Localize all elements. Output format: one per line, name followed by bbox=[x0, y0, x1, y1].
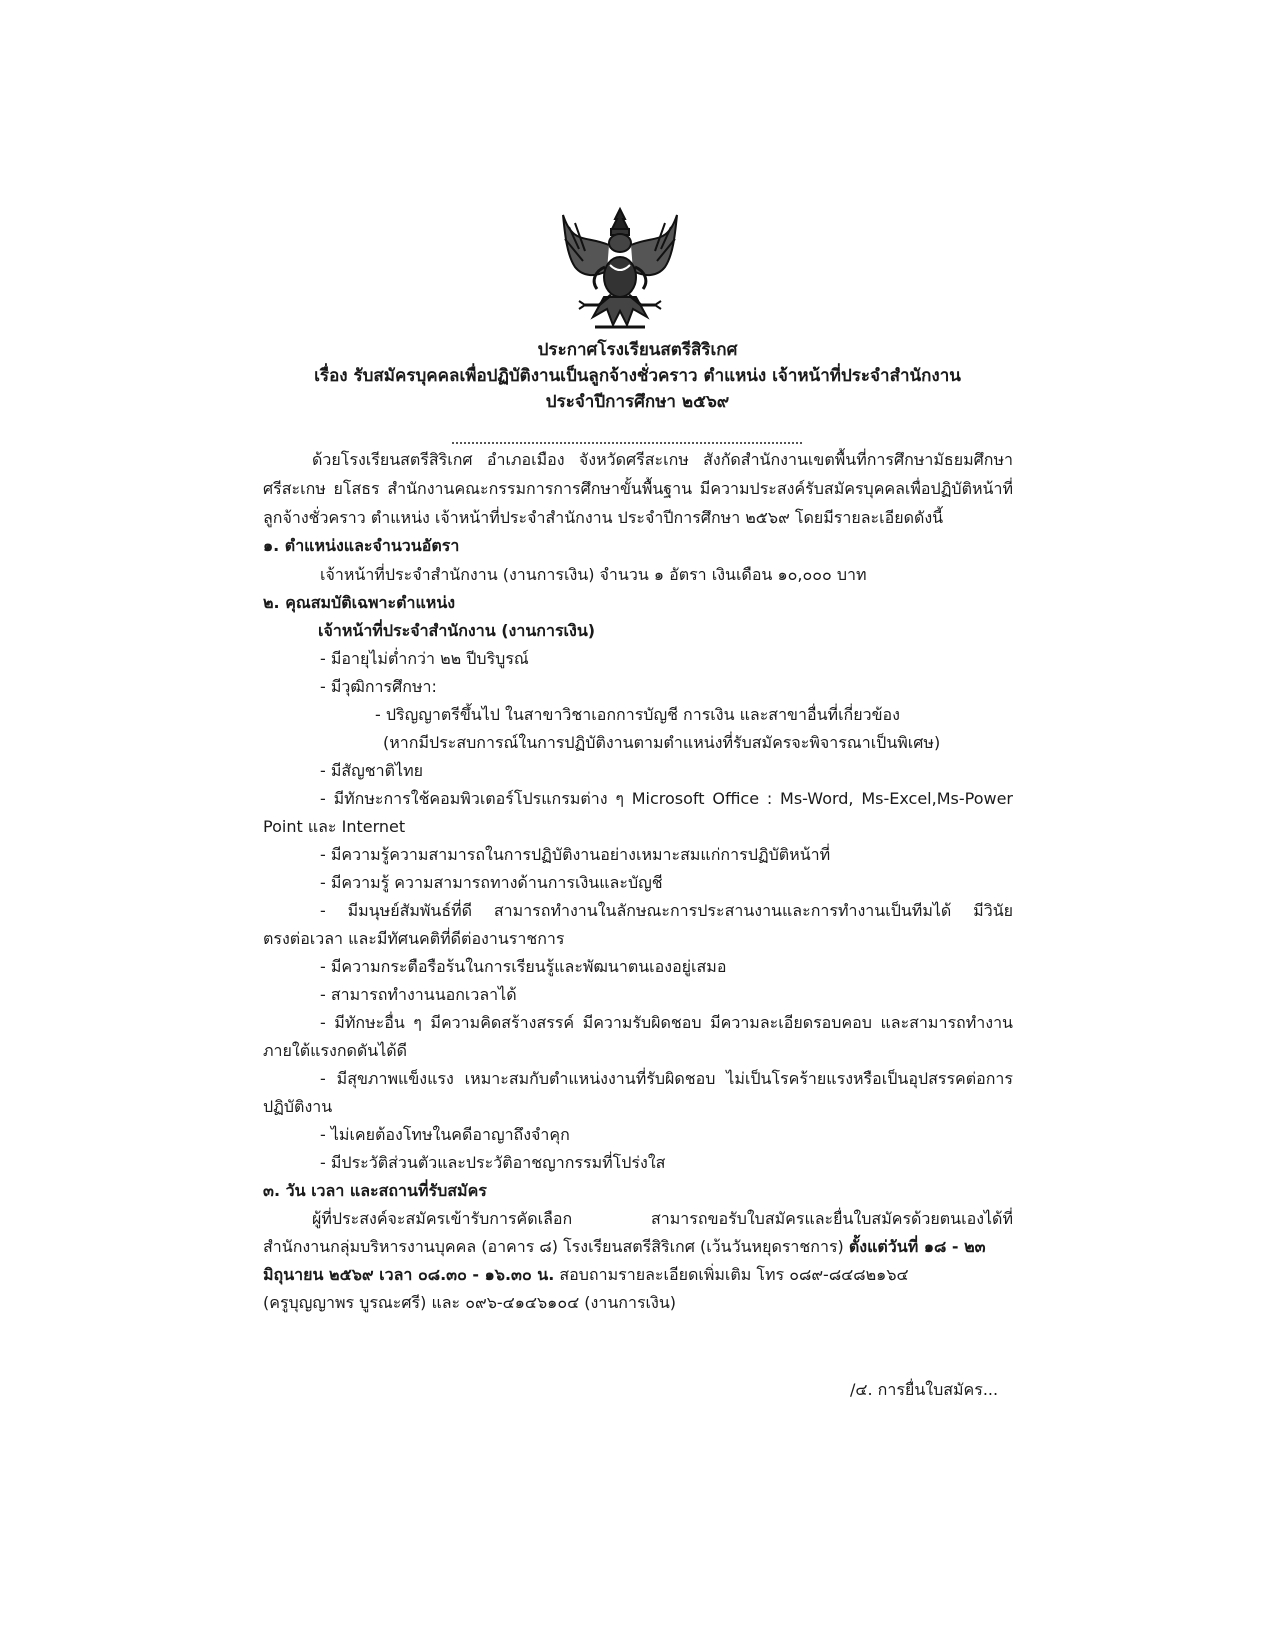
qualification-item: - มีสัญชาติไทย bbox=[320, 761, 424, 780]
announcement-subject: เรื่อง รับสมัครบุคคลเพื่อปฏิบัติงานเป็นลูกจ้างชั่วคราว ตำแหน่ง เจ้าหน้าที่ประจำสำนักงาน bbox=[314, 366, 961, 386]
intro-line-2: ศรีสะเกษ ยโสธร สำนักงานคณะกรรมการการศึกษาขั้นพื้นฐาน มีความประสงค์รับสมัครบุคคลเพื่อปฏิบัติหน้าที่ bbox=[263, 479, 1013, 498]
academic-year: ประจำปีการศึกษา ๒๕๖๙ bbox=[545, 392, 730, 412]
qualification-item: - มีอายุไม่ต่ำกว่า ๒๒ ปีบริบูรณ์ bbox=[320, 649, 529, 668]
date-range-bold: ตั้งแต่วันที่ ๑๘ - ๒๓ bbox=[848, 1237, 986, 1256]
section-3-line-3: มิถุนายน ๒๕๖๙ เวลา ๐๘.๓๐ - ๑๖.๓๐ น. สอบถามรายละเอียดเพิ่มเติม โทร ๐๘๙-๘๔๘๒๑๖๔ bbox=[263, 1265, 909, 1284]
section-3-line-2: สำนักงานกลุ่มบริหารงานบุคคล (อาคาร ๘) โรงเรียนสตรีสิริเกศ (เว้นวันหยุดราชการ) ตั้งแต่วันที่ ๑๘ - ๒๓ bbox=[263, 1237, 986, 1256]
qualification-item: - มีความรู้ความสามารถในการปฏิบัติงานอย่างเหมาะสมแก่การปฏิบัติหน้าที่ bbox=[320, 845, 831, 864]
qualification-item: - มีประวัติส่วนตัวและประวัติอาชญากรรมที่โปร่งใส bbox=[320, 1153, 666, 1172]
announcement-title: ประกาศโรงเรียนสตรีสิริเกศ bbox=[537, 340, 738, 360]
qualification-item: - มีทักษะอื่น ๆ มีความคิดสร้างสรรค์ มีความรับผิดชอบ มีความละเอียดรอบคอบ และสามารถทำงาน bbox=[320, 1013, 1013, 1032]
intro-line-3: ลูกจ้างชั่วคราว ตำแหน่ง เจ้าหน้าที่ประจำสำนักงาน ประจำปีการศึกษา ๒๕๖๙ โดยมีรายละเอียดดังนี้ bbox=[263, 508, 944, 527]
qualification-item: - มีความกระตือรือร้นในการเรียนรู้และพัฒนาตนเองอยู่เสมอ bbox=[320, 957, 727, 976]
intro-line-1: ด้วยโรงเรียนสตรีสิริเกศ อำเภอเมือง จังหวัดศรีสะเกษ สังกัดสำนักงานเขตพื้นที่การศึกษามัธยมศึกษา bbox=[312, 450, 1013, 469]
qualification-item: - มีมนุษย์สัมพันธ์ที่ดี สามารถทำงานในลักษณะการประสานงานและการทำงานเป็นทีมได้ มีวินัย bbox=[320, 901, 1013, 920]
section-3-line-1: ผู้ที่ประสงค์จะสมัครเข้ารับการคัดเลือก สามารถขอรับใบสมัครและยื่นใบสมัครด้วยตนเองได้ที่ bbox=[312, 1209, 1013, 1228]
date-range-bold: มิถุนายน ๒๕๖๙ เวลา ๐๘.๓๐ - ๑๖.๓๐ น. bbox=[263, 1265, 555, 1284]
section-2-heading: ๒. คุณสมบัติเฉพาะตำแหน่ง bbox=[263, 593, 456, 612]
garuda-emblem bbox=[555, 205, 685, 335]
continued-marker: /๔. การยื่นใบสมัคร... bbox=[850, 1380, 999, 1399]
section-1-heading: ๑. ตำแหน่งและจำนวนอัตรา bbox=[263, 536, 460, 555]
qualification-item: - มีความรู้ ความสามารถทางด้านการเงินและบัญชี bbox=[320, 873, 663, 892]
qualification-item: - ไม่เคยต้องโทษในคดีอาญาถึงจำคุก bbox=[320, 1125, 570, 1144]
qualification-item: - สามารถทำงานนอกเวลาได้ bbox=[320, 985, 517, 1004]
dotted-divider bbox=[452, 442, 802, 444]
section-3-line-4: (ครูบุญญาพร บูรณะศรี) และ ๐๙๖-๔๑๔๖๑๐๔ (งานการเงิน) bbox=[263, 1293, 676, 1312]
qualification-note: (หากมีประสบการณ์ในการปฏิบัติงานตามตำแหน่งที่รับสมัครจะพิจารณาเป็นพิเศษ) bbox=[383, 733, 941, 752]
qualification-subitem: - ปริญญาตรีขึ้นไป ในสาขาวิชาเอกการบัญชี การเงิน และสาขาอื่นที่เกี่ยวข้อง bbox=[375, 705, 900, 724]
qualification-item: - มีวุฒิการศึกษา: bbox=[320, 677, 437, 696]
qualification-item-cont: Point และ Internet bbox=[263, 817, 406, 836]
qualification-item-cont: ตรงต่อเวลา และมีทัศนคติที่ดีต่องานราชการ bbox=[263, 929, 565, 948]
section-3-heading: ๓. วัน เวลา และสถานที่รับสมัคร bbox=[263, 1181, 487, 1200]
qualification-item: - มีทักษะการใช้คอมพิวเตอร์โปรแกรมต่าง ๆ Microsoft Office : Ms-Word, Ms-Excel,Ms-Power bbox=[320, 789, 1013, 808]
section-2-position: เจ้าหน้าที่ประจำสำนักงาน (งานการเงิน) bbox=[318, 621, 596, 640]
section-1-text: เจ้าหน้าที่ประจำสำนักงาน (งานการเงิน) จำนวน ๑ อัตรา เงินเดือน ๑๐,๐๐๐ บาท bbox=[320, 565, 867, 584]
qualification-item-cont: ปฏิบัติงาน bbox=[263, 1097, 333, 1116]
qualification-item-cont: ภายใต้แรงกดดันได้ดี bbox=[263, 1041, 408, 1060]
qualification-item: - มีสุขภาพแข็งแรง เหมาะสมกับตำแหน่งงานที่รับผิดชอบ ไม่เป็นโรคร้ายแรงหรือเป็นอุปสรรคต่อการ bbox=[320, 1069, 1013, 1088]
